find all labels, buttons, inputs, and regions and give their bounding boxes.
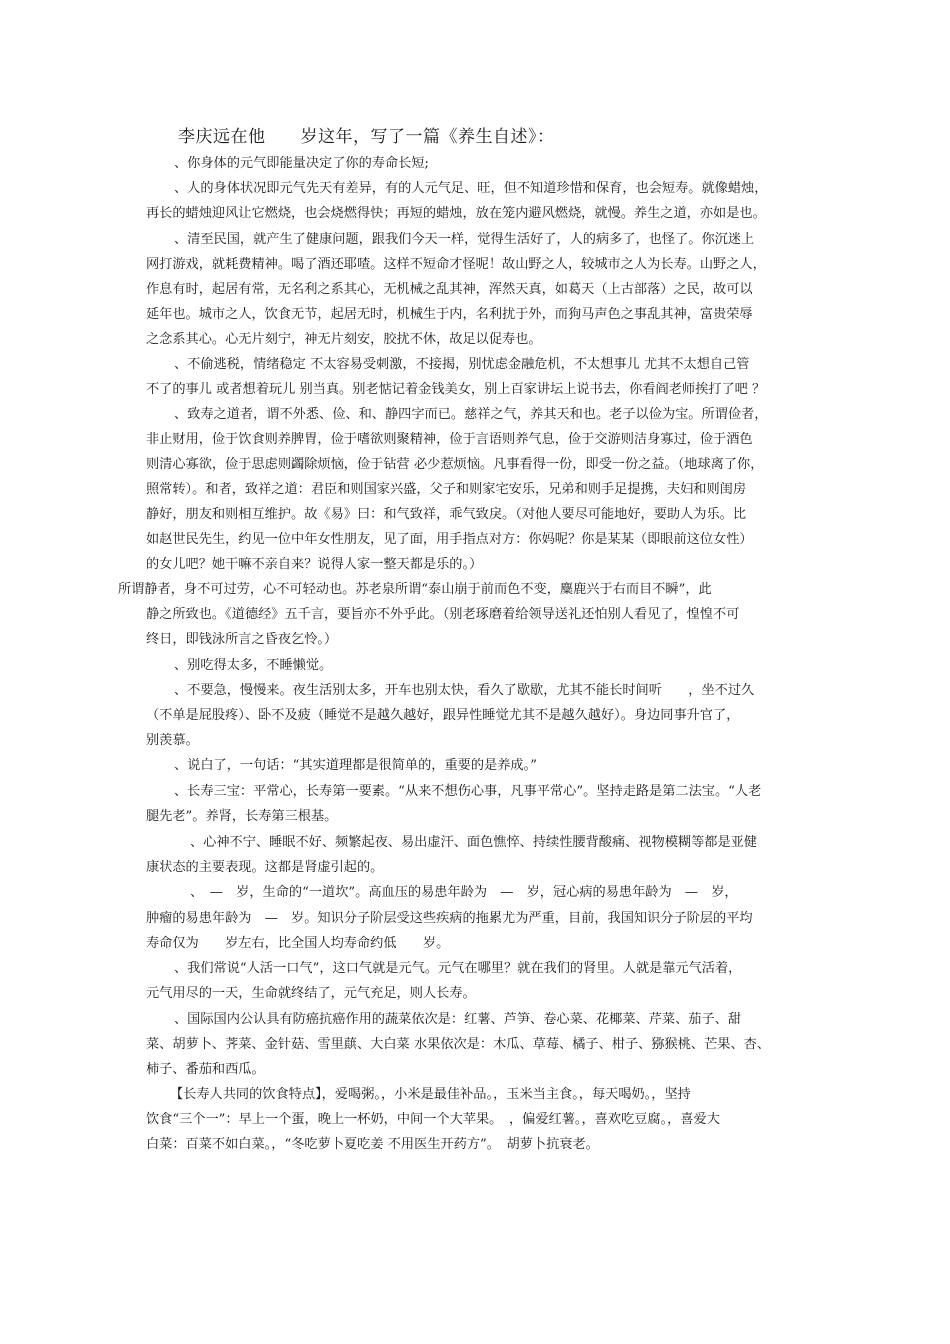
text-line: 别羡慕。 — [146, 733, 199, 748]
text-line: 、别吃得太多，不睡懒觉。 — [174, 658, 333, 673]
text-line: 、致寿之道者，谓不外悉、俭、和、静四字而已。慈祥之气，养其天和也。老子以俭为宝。所谓俭者， — [174, 407, 768, 422]
text-line: 白菜：百菜不如白菜。，“冬吃萝卜夏吃姜 不用医生开药方”。 胡萝卜抗衰老。 — [146, 1137, 599, 1152]
text-line: 饮食“三个一”：早上一个蛋，晚上一杯奶，中间一个大苹果。 ，偏爱红薯。，喜欢吃豆腐。，喜爱大 — [146, 1112, 720, 1127]
text-line: 如赵世民先生，约见一位中年女性朋友，见了面，用手指点对方：你妈呢？你是某某（即眼前这位女性） — [146, 532, 753, 547]
text-line: 再长的蜡烛迎风让它燃烧，也会烧燃得快；再短的蜡烛，放在笼内避风燃烧，就慢。养生之道，亦如是也。 — [146, 206, 766, 221]
text-line: 不了的事儿 或者想着玩儿 别当真。别老惦记着金钱美女，别上百家讲坛上说书去，你看阎老师挨打了吧 ？ — [146, 382, 766, 397]
text-line: 寿命仅为 岁左右，比全国人均寿命约低 岁。 — [146, 936, 450, 951]
text-line: 、不偷逃税，情绪稳定 不太容易受刺激，不接揭，别忧虑金融危机，不太想事儿 尤其不太想自己管 — [174, 357, 750, 372]
text-line: 、心神不宁、睡眠不好、频繁起夜、易出虚汗、面色憔悴、持续性腰背酸痛、视物模糊等都是亚健 — [190, 835, 758, 850]
text-line: 、清至民国，就产生了健康问题，跟我们今天一样，觉得生活好了，人的病多了，也怪了。你沉迷上 — [174, 232, 755, 247]
text-line: 的女儿吧？她干嘛不亲自来？说得人家一整天都是乐的。） — [146, 557, 483, 572]
text-line: 照常转）。和者，致祥之道：君臣和则国家兴盛，父子和则家宅安乐，兄弟和则手足提携，夫妇和则闺房 — [146, 482, 747, 497]
text-line: 腿先老”。养肾，长寿第三根基。 — [146, 809, 338, 824]
document-title: 李庆远在他 岁这年，写了一篇《养生自述》： — [178, 127, 555, 147]
text-line: 、你身体的元气即能量决定了你的寿命长短; — [174, 156, 430, 171]
text-line: 网打游戏，就耗费精神。喝了酒还耶喳。这样不短命才怪呢！故山野之人，较城市之人为长寿。山野之人， — [146, 257, 766, 272]
text-line: 、 — 岁，生命的“一道坎”。高血压的易患年龄为 — 岁，冠心病的易患年龄为 — 岁， — [190, 885, 738, 900]
text-line: 作息有时，起居有常，无名利之系其心，无机械之乱其神，浑然天真，如葛天（上古部落）之民，故可以 — [146, 282, 753, 297]
text-line: 、说白了，一句话：“其实道理都是很简单的，重要的是养成。” — [174, 758, 537, 773]
text-line: 康状态的主要表现。这都是肾虚引起的。 — [146, 860, 384, 875]
text-line: 静好，朋友和则相互维护。故《易》曰：和气致祥，乖气致戾。（对他人要尽可能地好，要助人为乐。比 — [146, 507, 747, 522]
text-line: 柿子、番茄和西瓜。 — [146, 1062, 265, 1077]
text-line: 、长寿三宝：平常心，长寿第一要素。“从来不想伤心事，凡事平常心”。坚持走路是第二法宝。“人老 — [174, 784, 762, 799]
text-line: 所谓静者，身不可过劳，心不可轻动也。苏老泉所谓“泰山崩于前而色不变，麋鹿兴于右而目不瞬”，此 — [118, 582, 712, 597]
text-line: 元气用尽的一天，生命就终结了，元气充足，则人长寿。 — [146, 986, 476, 1001]
text-line: 肿瘤的易患年龄为 — 岁。知识分子阶层受这些疾病的拖累尤为严重，目前，我国知识分子阶层的平均 — [146, 911, 753, 926]
text-line: 非止财用，俭于饮食则养脾胃，俭于嗜欲则聚精神，俭于言语则养气息，俭于交游则洁身寡过，俭于酒色 — [146, 432, 753, 447]
text-line: 菜、胡萝卜、荠菜、金针菇、雪里蕻、大白菜 水果依次是：木瓜、草莓、橘子、柑子、猕猴桃、芒果、杏、 — [146, 1037, 771, 1052]
text-line: 静之所致也。《道德经》五千言，要旨亦不外乎此。（别老琢磨着给领导送礼还怕别人看见了，惶惶不可 — [146, 607, 740, 622]
text-line: 、国际国内公认具有防癌抗癌作用的蔬菜依次是：红薯、芦笋、卷心菜、花椰菜、芹菜、茄子、甜 — [174, 1012, 742, 1027]
text-line: 、人的身体状况即元气先天有差异，有的人元气足、旺，但不知道珍惜和保育，也会短寿。就像蜡烛， — [174, 181, 768, 196]
text-line: （不单是屁股疼）、卧不及疲（睡觉不是越久越好，跟异性睡觉尤其不是越久越好）。身边同事升官了， — [146, 708, 740, 723]
text-line: 则清心寡欲，俭于思虑则蠲除烦恼，俭于钻营 必少惹烦恼。凡事看得一份，即受一份之益。（地球离了你， — [146, 457, 764, 472]
text-line: 、我们常说“人活一口气”，这口气就是元气。元气在哪里？就在我们的肾里。人就是靠元气活着， — [174, 961, 742, 976]
text-line: 延年也。城市之人，饮食无节，起居无时，机械生于内，名利扰于外，而狗马声色之事乱其神，富贵荣辱 — [146, 307, 753, 322]
text-line: 【长寿人共同的饮食特点】，爱喝粥。，小米是最佳补品。，玉米当主食。，每天喝奶。，坚持 — [170, 1087, 691, 1102]
text-line: 之念系其心。心无片刻宁，神无片刻安，胶扰不休，故足以促寿也。 — [146, 332, 542, 347]
text-line: 终日，即钱泳所言之昏夜乞怜。） — [146, 632, 338, 647]
text-line: 、不要急，慢慢来。夜生活别太多，开车也别太快，看久了歇歇，尤其不能长时间听 ，坐不过久 — [174, 683, 755, 698]
